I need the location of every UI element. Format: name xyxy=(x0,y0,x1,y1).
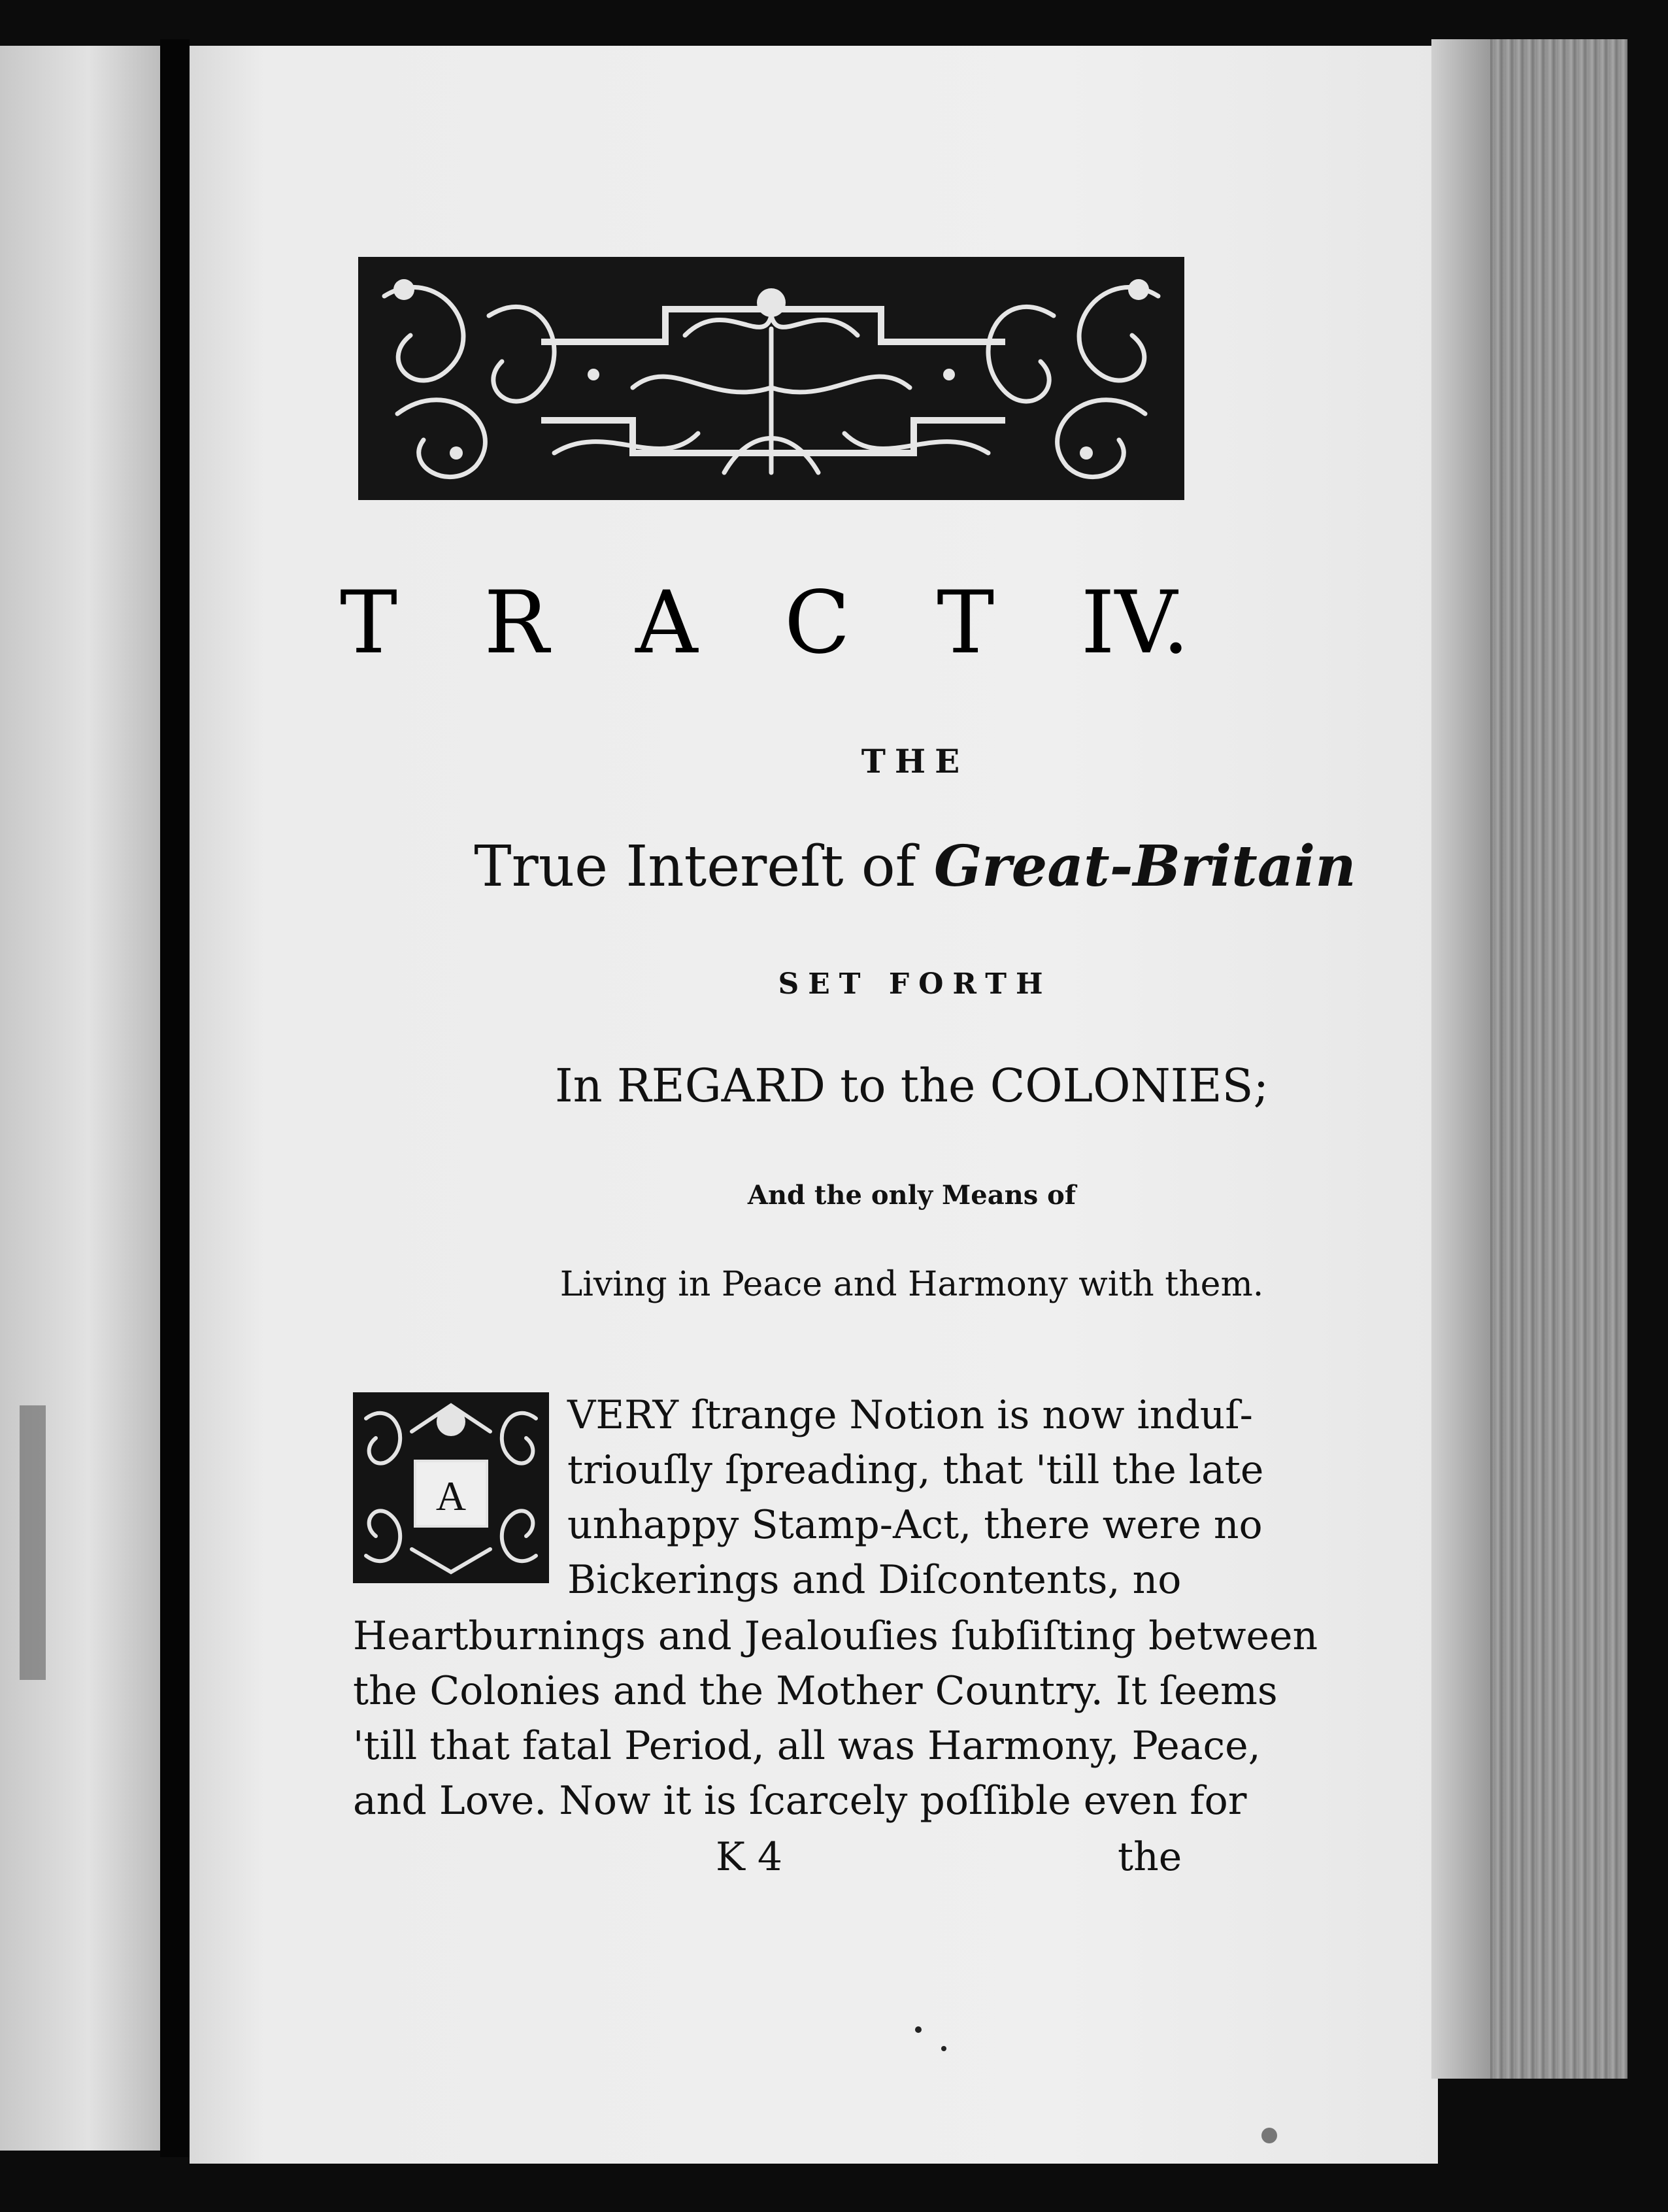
facing-page-bleed xyxy=(20,1405,46,1680)
tract-number: IV. xyxy=(1080,573,1190,673)
title-living: Living in Peace and Harmony with them. xyxy=(559,1265,1264,1304)
tract-letter: T xyxy=(340,573,398,673)
tract-heading xyxy=(340,574,1190,672)
tract-letter: A xyxy=(635,573,698,673)
body-line-text: the Colonies and the Mother Country. It ſeems xyxy=(353,1668,1278,1714)
signature-mark: K 4 xyxy=(716,1834,783,1880)
title-set-forth: SET FORTH xyxy=(778,967,1052,1001)
title-the: THE xyxy=(861,742,969,780)
page-block-edges xyxy=(1431,39,1627,2079)
body-line-text: 'till that fatal Period, all was Harmony, Peace, xyxy=(353,1723,1261,1769)
tract-letter: T xyxy=(937,573,995,673)
body-line-text: VERY ſtrange Notion is now induſ- xyxy=(567,1392,1253,1438)
facing-page-edge xyxy=(0,46,160,2151)
body-line-text: Bickerings and Diſcontents, no xyxy=(567,1557,1182,1603)
body-line xyxy=(567,1557,1195,1603)
body-line xyxy=(353,1668,1278,1714)
tract-letter: C xyxy=(784,573,850,673)
body-line-text: and Love. Now it is ſcarcely poſſible even for xyxy=(353,1778,1247,1824)
main-title-roman: True Intereſt of xyxy=(474,834,934,899)
body-line-text: triouſly ſpreading, that 'till the late xyxy=(567,1447,1264,1493)
binding-gutter xyxy=(160,39,190,2157)
title-only-means: And the only Means of xyxy=(747,1180,1076,1211)
main-title-italic: Great-Britain xyxy=(933,833,1356,899)
body-line xyxy=(567,1502,1263,1548)
body-line xyxy=(567,1447,1264,1493)
body-line xyxy=(353,1778,1247,1824)
title-regard: In REGARD to the COLONIES; xyxy=(554,1059,1269,1113)
main-title xyxy=(190,833,1438,899)
scan-speck xyxy=(941,2046,946,2051)
decorated-initial xyxy=(353,1392,549,1583)
scan-speck xyxy=(1261,2128,1277,2143)
initial-letter: A xyxy=(435,1473,467,1519)
body-line-text: Heartburnings and Jealouſies ſubſiſting between xyxy=(353,1613,1318,1659)
catchword: the xyxy=(1118,1834,1182,1880)
body-line xyxy=(567,1392,1253,1438)
body-line xyxy=(353,1613,1318,1659)
tract-letter: R xyxy=(484,573,549,673)
headpiece-ornament xyxy=(358,257,1184,500)
scan-speck xyxy=(915,2026,922,2033)
body-line xyxy=(353,1723,1261,1769)
body-line-text: unhappy Stamp-Act, there were no xyxy=(567,1502,1263,1548)
